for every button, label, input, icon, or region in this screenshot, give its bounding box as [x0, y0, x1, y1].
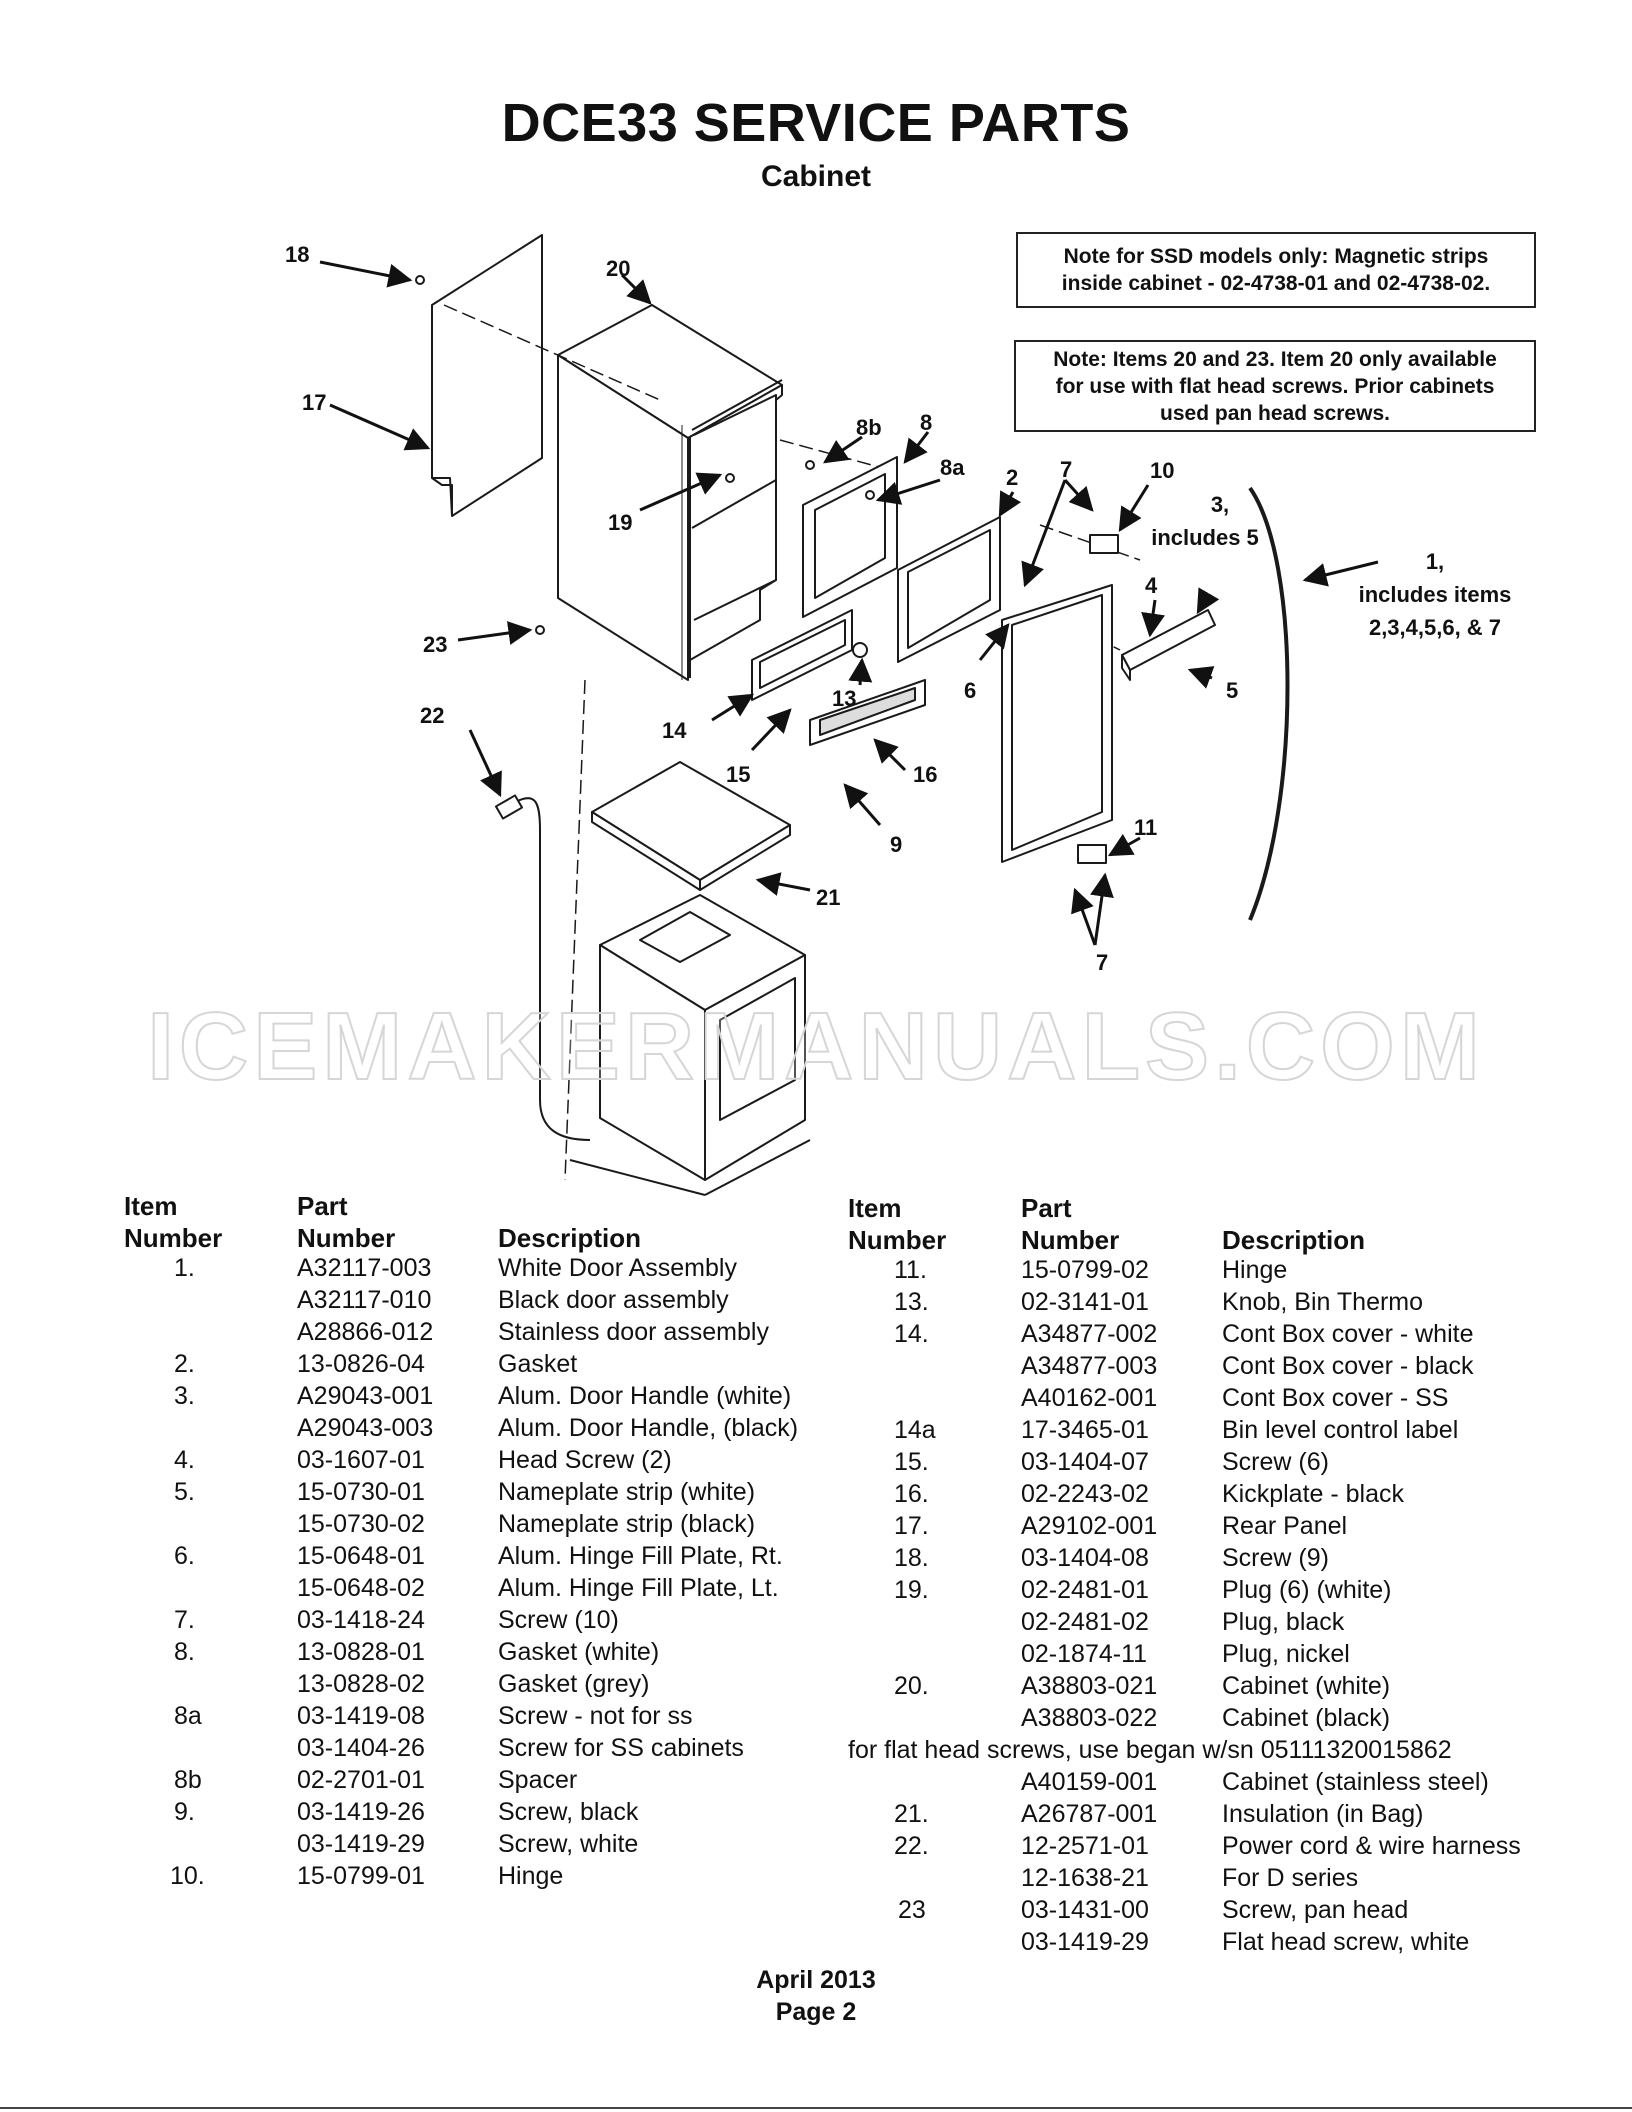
part-number: 03-1419-08 — [297, 1702, 425, 1730]
item-number: 8b — [174, 1766, 202, 1794]
gasket-frame-8 — [803, 457, 897, 617]
item-number: 1. — [174, 1254, 195, 1282]
part-number: A32117-003 — [297, 1254, 432, 1282]
item-number: 5. — [174, 1478, 195, 1506]
header-part-line: Number — [1021, 1225, 1120, 1255]
bottom-rule — [0, 2107, 1632, 2109]
part-number: 13-0828-01 — [297, 1638, 425, 1666]
part-number: A38803-021 — [1021, 1672, 1158, 1700]
door-assembly — [1002, 585, 1112, 862]
col-header-description: Description — [1222, 1225, 1366, 1255]
cabinet — [558, 305, 782, 680]
part-number: 03-1419-26 — [297, 1798, 425, 1826]
item-number: 16. — [894, 1480, 929, 1508]
part-description: White Door Assembly — [498, 1254, 737, 1282]
part-description: For D series — [1222, 1864, 1359, 1892]
item-number: 7. — [174, 1606, 195, 1634]
callout-23: 23 — [423, 632, 448, 657]
part-description: Screw, black — [498, 1798, 639, 1826]
item-number: 6. — [174, 1542, 195, 1570]
part-number: 03-1419-29 — [1021, 1928, 1149, 1956]
callout-10: 10 — [1150, 458, 1175, 483]
footer-date: April 2013 — [756, 1966, 876, 1994]
part-number: 03-1431-00 — [1021, 1896, 1149, 1924]
callout-22: 22 — [420, 703, 445, 728]
part-number: 15-0799-02 — [1021, 1256, 1149, 1284]
part-description: Stainless door assembly — [498, 1318, 769, 1346]
part-number: A28866-012 — [297, 1318, 434, 1346]
page-title: DCE33 SERVICE PARTS — [501, 93, 1131, 153]
insulation — [592, 762, 790, 890]
part-number: 13-0828-02 — [297, 1670, 425, 1698]
part-description: Cabinet (stainless steel) — [1222, 1768, 1489, 1796]
callout-3-line: 3, — [1210, 492, 1230, 517]
item-number: 15. — [894, 1448, 929, 1476]
part-description: Nameplate strip (black) — [498, 1510, 756, 1538]
thermo-knob — [853, 643, 867, 657]
part-number: 03-1419-29 — [297, 1830, 425, 1858]
part-description: Alum. Door Handle (white) — [498, 1382, 792, 1410]
part-description: Alum. Hinge Fill Plate, Rt. — [498, 1542, 783, 1570]
item-number: 9. — [174, 1798, 195, 1826]
items-note-line: Note: Items 20 and 23. Item 20 only available — [1053, 348, 1497, 371]
part-description: Plug, nickel — [1222, 1640, 1350, 1668]
callout-4: 4 — [1145, 573, 1158, 598]
item-number: 19. — [894, 1576, 929, 1604]
part-number: A29102-001 — [1021, 1512, 1158, 1540]
part-number: 03-1404-08 — [1021, 1544, 1149, 1572]
item-number: 2. — [174, 1350, 195, 1378]
part-number: 02-2481-01 — [1021, 1576, 1149, 1604]
callout-1-line: 1, — [1425, 549, 1445, 574]
part-description: Gasket (white) — [498, 1638, 660, 1666]
col-header-part — [1021, 1192, 1119, 1256]
items-note-line: for use with flat head screws. Prior cabinets — [1055, 375, 1495, 398]
item-number: 13. — [894, 1288, 929, 1316]
part-description: Screw, pan head — [1222, 1896, 1409, 1924]
col-header-item — [848, 1192, 946, 1256]
col-header-item — [124, 1190, 222, 1254]
item-number: 23 — [898, 1896, 926, 1924]
col-header-description: Description — [498, 1223, 642, 1253]
item-number: 18. — [894, 1544, 929, 1572]
part-number: A38803-022 — [1021, 1704, 1158, 1732]
kickplate — [810, 680, 925, 745]
rear-panel — [432, 235, 542, 516]
part-description: Alum. Hinge Fill Plate, Lt. — [498, 1574, 779, 1602]
callout-3 — [1151, 488, 1280, 554]
header-part-line: Part — [1021, 1193, 1072, 1223]
part-description: Nameplate strip (white) — [498, 1478, 756, 1506]
callout-18: 18 — [285, 242, 310, 267]
part-description: Hinge — [498, 1862, 564, 1890]
part-description: Bin level control label — [1222, 1416, 1459, 1444]
item-number: 14a — [894, 1416, 936, 1444]
part-number: 15-0730-01 — [297, 1478, 425, 1506]
part-number: 02-2243-02 — [1021, 1480, 1149, 1508]
footer-page: Page 2 — [775, 1998, 857, 2026]
item-number: 21. — [894, 1800, 929, 1828]
callout-6: 6 — [964, 678, 977, 703]
part-number: 02-2481-02 — [1021, 1608, 1149, 1636]
part-number: A40162-001 — [1021, 1384, 1158, 1412]
part-description: Rear Panel — [1222, 1512, 1348, 1540]
item-number: 20. — [894, 1672, 929, 1700]
item-number: 11. — [894, 1256, 927, 1284]
part-number: A29043-003 — [297, 1414, 434, 1442]
part-description: Cont Box cover - white — [1222, 1320, 1474, 1348]
part-description: Cabinet (black) — [1222, 1704, 1391, 1732]
part-description: Flat head screw, white — [1222, 1928, 1470, 1956]
part-description: Plug (6) (white) — [1222, 1576, 1392, 1604]
part-description: Plug, black — [1222, 1608, 1345, 1636]
header-part-line: Part — [297, 1191, 348, 1221]
part-description: Screw (6) — [1222, 1448, 1329, 1476]
callout-13: 13 — [832, 686, 857, 711]
part-number: 03-1418-24 — [297, 1606, 425, 1634]
item-number: 22. — [894, 1832, 929, 1860]
part-number: 03-1404-26 — [297, 1734, 425, 1762]
callout-2: 2 — [1006, 465, 1019, 490]
item-number: 3. — [174, 1382, 195, 1410]
callout-1-line: includes items — [1358, 582, 1512, 607]
callout-8b: 8b — [856, 415, 882, 440]
bottom-hinge — [1078, 845, 1106, 863]
part-number: A34877-003 — [1021, 1352, 1158, 1380]
part-description: Cont Box cover - SS — [1222, 1384, 1449, 1412]
items-note-line: used pan head screws. — [1160, 402, 1390, 425]
header-item-line: Item — [848, 1193, 902, 1223]
part-number: 17-3465-01 — [1021, 1416, 1149, 1444]
part-number: 02-2701-01 — [297, 1766, 425, 1794]
part-number: 03-1607-01 — [297, 1446, 425, 1474]
part-description: Spacer — [498, 1766, 578, 1794]
part-number: 13-0826-04 — [297, 1350, 425, 1378]
callout-8: 8 — [920, 410, 933, 435]
part-number: 15-0648-01 — [297, 1542, 425, 1570]
callout-20: 20 — [606, 256, 631, 281]
callout-19: 19 — [608, 510, 633, 535]
callout-11: 11 — [1134, 815, 1158, 840]
callout-7-bottom: 7 — [1096, 950, 1109, 975]
col-header-part — [297, 1190, 395, 1254]
part-description: Power cord & wire harness — [1222, 1832, 1521, 1860]
callout-9: 9 — [890, 832, 903, 857]
part-description: Screw, white — [498, 1830, 639, 1858]
part-description: Screw (9) — [1222, 1544, 1329, 1572]
callout-15: 15 — [726, 762, 751, 787]
callout-8a: 8a — [940, 455, 965, 480]
gasket-2 — [898, 517, 1000, 662]
part-number: A34877-002 — [1021, 1320, 1158, 1348]
part-description: Knob, Bin Thermo — [1222, 1288, 1424, 1316]
callout-21: 21 — [816, 885, 841, 910]
callout-14: 14 — [662, 718, 687, 743]
callout-5: 5 — [1226, 678, 1239, 703]
part-description: Cont Box cover - black — [1222, 1352, 1474, 1380]
part-description: Kickplate - black — [1222, 1480, 1405, 1508]
callout-16: 16 — [913, 762, 938, 787]
item-number: 14. — [894, 1320, 929, 1348]
part-number: A32117-010 — [297, 1286, 432, 1314]
callout-1 — [1340, 545, 1530, 644]
header-item-line: Number — [848, 1225, 947, 1255]
part-number: A40159-001 — [1021, 1768, 1158, 1796]
part-number: 12-1638-21 — [1021, 1864, 1149, 1892]
top-hinge — [1090, 535, 1118, 553]
header-item-line: Item — [124, 1191, 178, 1221]
part-description: Gasket (grey) — [498, 1670, 650, 1698]
item-number: 8. — [174, 1638, 195, 1666]
door-handle — [1122, 610, 1215, 680]
part-number: A29043-001 — [297, 1382, 434, 1410]
ssd-note-line: inside cabinet - 02-4738-01 and 02-4738-02. — [1061, 272, 1491, 295]
part-number: 03-1404-07 — [1021, 1448, 1149, 1476]
item-number: 4. — [174, 1446, 195, 1474]
callout-7-top: 7 — [1060, 457, 1073, 482]
part-number: 15-0799-01 — [297, 1862, 425, 1890]
watermark: ICEMAKERMANUALS.COM — [147, 993, 1485, 1100]
part-number: A26787-001 — [1021, 1800, 1158, 1828]
part-description: Screw - not for ss — [498, 1702, 693, 1730]
header-part-line: Number — [297, 1223, 396, 1253]
part-description: Cabinet (white) — [1222, 1672, 1391, 1700]
part-description: Head Screw (2) — [498, 1446, 672, 1474]
part-number: 02-1874-11 — [1021, 1640, 1148, 1668]
callout-1-line: 2,3,4,5,6, & 7 — [1368, 615, 1502, 640]
part-description: Screw (10) — [498, 1606, 619, 1634]
item-number: 10. — [170, 1862, 205, 1890]
part-description: Hinge — [1222, 1256, 1288, 1284]
item-number: 17. — [894, 1512, 929, 1540]
header-item-line: Number — [124, 1223, 223, 1253]
part-description: Black door assembly — [498, 1286, 729, 1314]
parts-row-note: for flat head screws, use began w/sn 05111320015862 — [848, 1736, 1452, 1764]
callout-3-line: includes 5 — [1151, 525, 1259, 550]
part-number: 12-2571-01 — [1021, 1832, 1149, 1860]
part-description: Gasket — [498, 1350, 578, 1378]
part-number: 15-0730-02 — [297, 1510, 425, 1538]
part-description: Screw for SS cabinets — [498, 1734, 744, 1762]
part-number: 15-0648-02 — [297, 1574, 425, 1602]
part-description: Alum. Door Handle, (black) — [498, 1414, 799, 1442]
part-description: Insulation (in Bag) — [1222, 1800, 1424, 1828]
part-number: 02-3141-01 — [1021, 1288, 1149, 1316]
ssd-note-line: Note for SSD models only: Magnetic strips — [1063, 245, 1489, 268]
page-subtitle: Cabinet — [760, 160, 871, 193]
callout-17: 17 — [302, 390, 327, 415]
item-number: 8a — [174, 1702, 202, 1730]
